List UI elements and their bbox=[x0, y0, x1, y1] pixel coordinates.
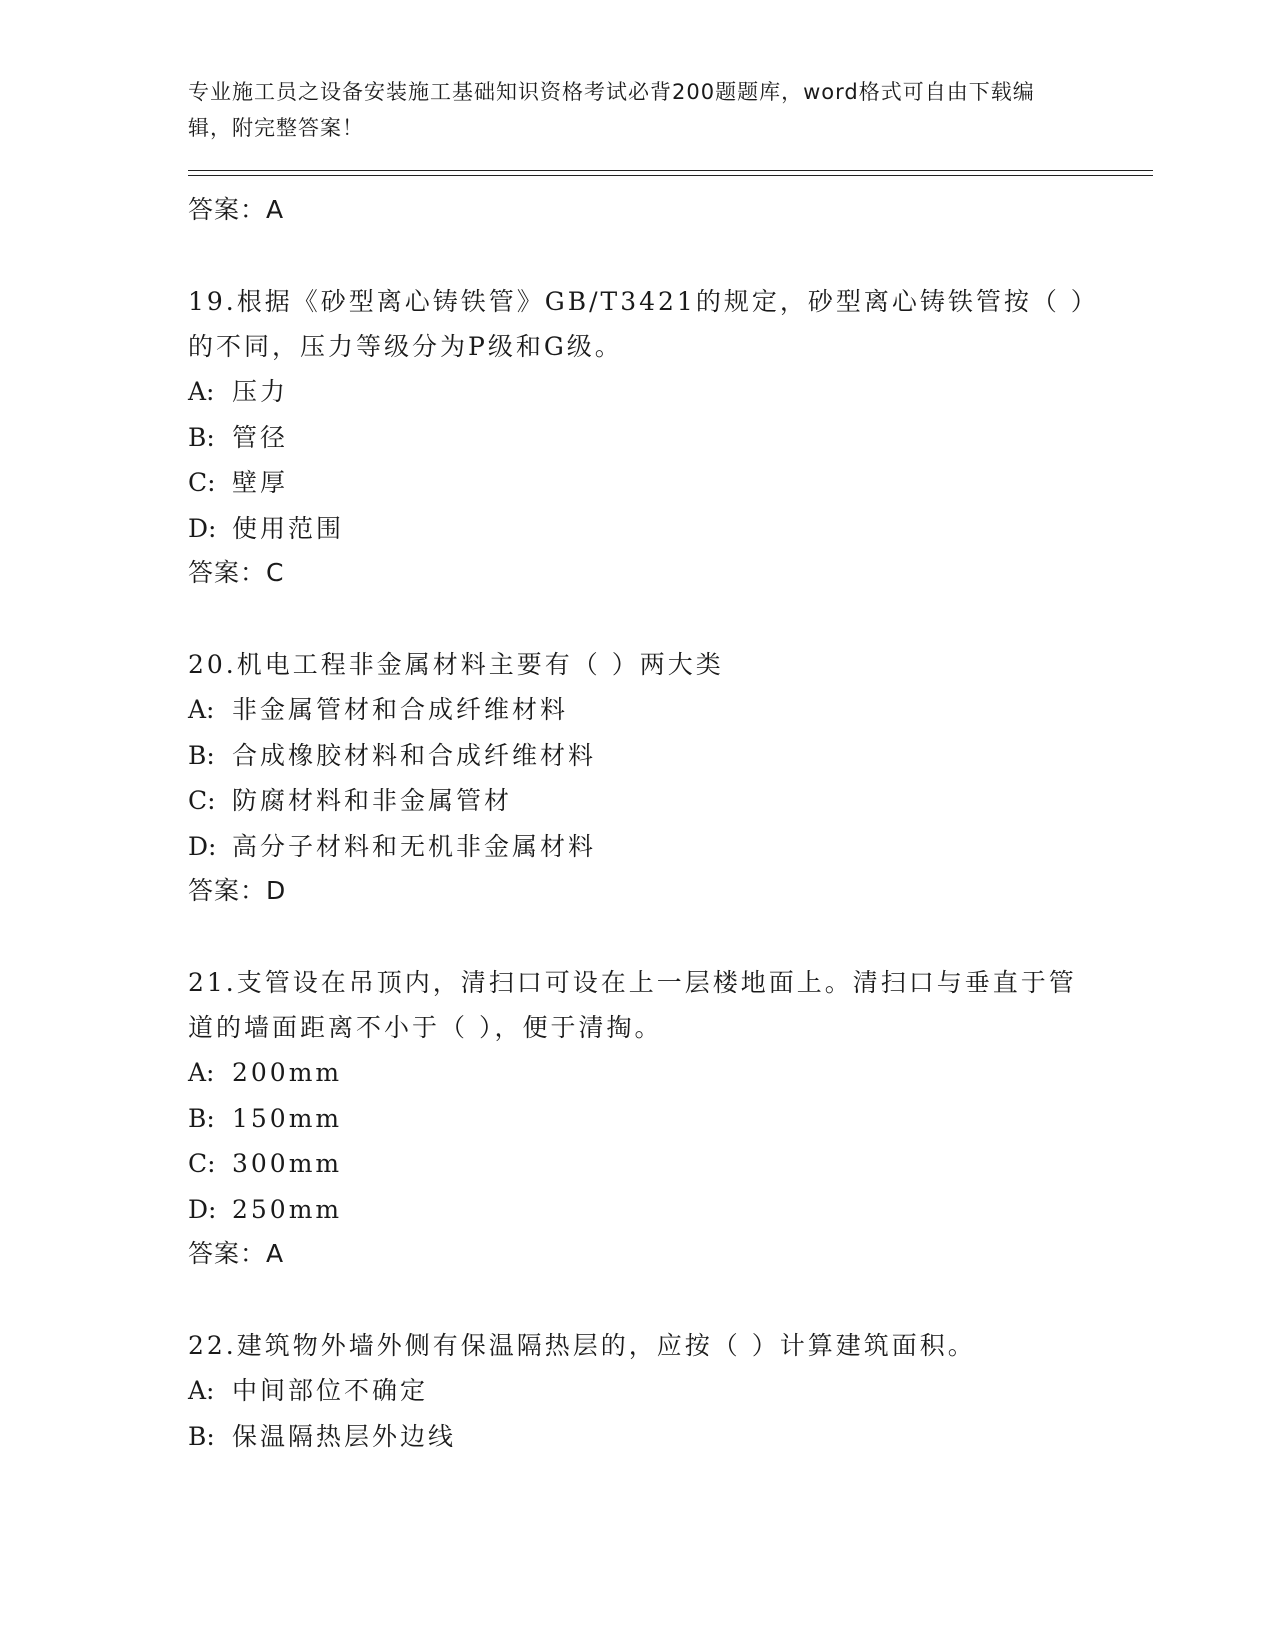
option-d bbox=[188, 1187, 1088, 1233]
question-list bbox=[188, 188, 1088, 1459]
question-text: 19.根据《砂型离心铸铁管》GB/T3421的规定，砂型离心铸铁管按（ ）的不同，压力等级分为P级和G级。 bbox=[188, 287, 1087, 361]
question-text: 21.支管设在吊顶内，清扫口可设在上一层楼地面上。清扫口与垂直于管道的墙面距离不小于（ ），便于清掏。 bbox=[188, 968, 1077, 1042]
option-label: B: bbox=[188, 1421, 215, 1451]
option-a bbox=[188, 1050, 1088, 1096]
spacer bbox=[188, 232, 1088, 279]
question-block bbox=[188, 279, 1088, 595]
option-label: B: bbox=[188, 422, 215, 452]
option-a bbox=[188, 1368, 1088, 1414]
option-text: 保温隔热层外边线 bbox=[232, 1421, 457, 1451]
option-text: 壁厚 bbox=[232, 468, 289, 497]
option-text: 150mm bbox=[232, 1103, 343, 1133]
option-text: 压力 bbox=[232, 377, 289, 406]
option-label: D: bbox=[188, 831, 217, 861]
option-text: 合成橡胶材料和合成纤维材料 bbox=[232, 740, 597, 770]
option-text: 300mm bbox=[232, 1149, 343, 1178]
option-label: C: bbox=[188, 1149, 216, 1178]
option-label: A: bbox=[188, 1376, 215, 1405]
spacer bbox=[188, 913, 1088, 960]
spacer bbox=[188, 595, 1088, 642]
option-label: A: bbox=[188, 695, 215, 724]
option-label: C: bbox=[188, 786, 216, 815]
option-c bbox=[188, 460, 1088, 506]
option-b bbox=[188, 1096, 1088, 1142]
option-d bbox=[188, 824, 1088, 870]
option-c bbox=[188, 1141, 1088, 1187]
option-label: B: bbox=[188, 740, 215, 770]
option-c bbox=[188, 778, 1088, 824]
question-block bbox=[188, 642, 1088, 913]
option-label: D: bbox=[188, 1194, 217, 1224]
option-text: 使用范围 bbox=[232, 513, 345, 543]
option-text: 高分子材料和无机非金属材料 bbox=[232, 831, 597, 861]
option-label: A: bbox=[188, 377, 215, 406]
option-label: B: bbox=[188, 1103, 215, 1133]
option-b bbox=[188, 415, 1088, 461]
document-header: 专业施工员之设备安装施工基础知识资格考试必背200题题库，word格式可自由下载编辑，附完整答案！ bbox=[188, 80, 1035, 140]
option-text: 非金属管材和合成纤维材料 bbox=[232, 695, 569, 724]
answer-line: 答案：A bbox=[188, 1239, 285, 1268]
header-rule-bottom bbox=[188, 175, 1153, 176]
option-label: D: bbox=[188, 513, 217, 543]
header-rule-top bbox=[188, 170, 1153, 171]
question-block bbox=[188, 960, 1088, 1276]
option-label: C: bbox=[188, 468, 216, 497]
option-d bbox=[188, 506, 1088, 552]
option-text: 250mm bbox=[232, 1194, 343, 1224]
spacer bbox=[188, 1276, 1088, 1323]
option-b bbox=[188, 1414, 1088, 1460]
option-a bbox=[188, 687, 1088, 733]
option-a bbox=[188, 369, 1088, 415]
option-text: 200mm bbox=[232, 1058, 343, 1087]
option-label: A: bbox=[188, 1058, 215, 1087]
option-text: 中间部位不确定 bbox=[232, 1376, 429, 1405]
question-text: 20.机电工程非金属材料主要有（ ）两大类 bbox=[188, 650, 724, 679]
option-text: 防腐材料和非金属管材 bbox=[232, 786, 513, 815]
question-block bbox=[188, 1323, 1088, 1459]
answer-line: 答案：C bbox=[188, 558, 285, 587]
option-b bbox=[188, 733, 1088, 779]
answer-line: 答案：A bbox=[188, 195, 285, 224]
question-text: 22.建筑物外墙外侧有保温隔热层的，应按（ ）计算建筑面积。 bbox=[188, 1331, 976, 1360]
answer-line: 答案：D bbox=[188, 876, 287, 905]
option-text: 管径 bbox=[232, 422, 289, 452]
